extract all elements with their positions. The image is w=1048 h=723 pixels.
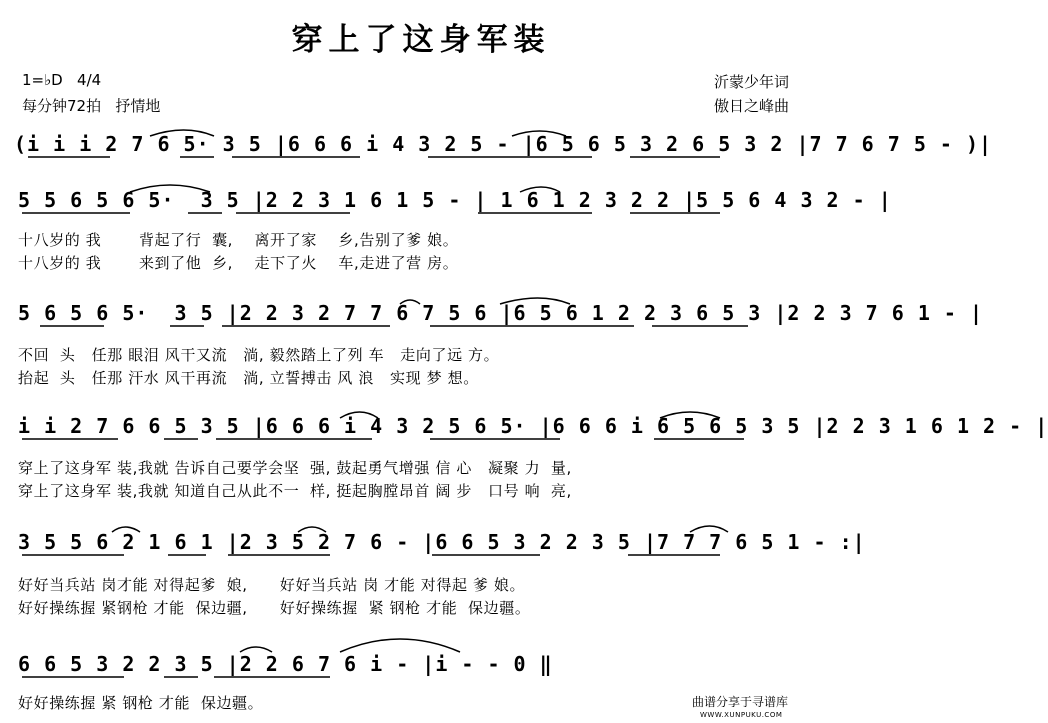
notation-row-5: 3 5 5 6 2 1 6 1 |2 3 5 2 7 6 - |6 6 5 3 2 2 3 5 |7 7 7 6 5 1 - :| <box>18 530 866 554</box>
song-title: 穿上了这身军装 <box>291 22 551 58</box>
composer-credit: 傲日之峰曲 <box>714 97 790 115</box>
lyric-line-3a: 不回 头 任那 眼泪 风干又流 淌, 毅然踏上了列 车 走向了远 方。 <box>18 346 500 364</box>
source-watermark: 曲谱分享于寻谱库 <box>692 695 789 709</box>
notation-row-6: 6 6 5 3 2 2 3 5 |2 2 6 7 6 i - |i - - 0 ‖ <box>18 652 553 676</box>
notation-row-4: i i 2 7 6 6 5 3 5 |6 6 6 i 4 3 2 5 6 5· |6 6 6 i 6 5 6 5 3 5 |2 2 3 1 6 1 2 - | <box>18 414 1048 438</box>
lyric-line-6a: 好好操练握 紧 钢枪 才能 保边疆。 <box>18 694 264 712</box>
lyricist-credit: 沂蒙少年词 <box>714 73 790 91</box>
lyric-line-5b: 好好操练握 紧钢枪 才能 保边疆, 好好操练握 紧 钢枪 才能 保边疆。 <box>18 599 531 617</box>
lyric-line-4b: 穿上了这身军 装,我就 知道自己从此不一 样, 挺起胸膛昂首 阔 步 口号 响 亮, <box>18 482 572 500</box>
lyric-line-4a: 穿上了这身军 装,我就 告诉自己要学会坚 强, 鼓起勇气增强 信 心 凝聚 力 量, <box>18 459 572 477</box>
lyric-line-3b: 抬起 头 任那 汗水 风干再流 淌, 立誓搏击 风 浪 实现 梦 想。 <box>18 369 479 387</box>
notation-row-1: (i i i 2 7 6 5· 3 5 |6 6 6 i 4 3 2 5 - |6 5 6 5 3 2 6 5 3 2 |7 7 6 7 5 - )| <box>14 132 993 156</box>
lyric-line-5a: 好好当兵站 岗才能 对得起爹 娘, 好好当兵站 岗 才能 对得起 爹 娘。 <box>18 576 526 594</box>
notation-row-2: 5 5 6 5 6 5· 3 5 |2 2 3 1 6 1 5 - | 1 6 1 2 3 2 2 |5 5 6 4 3 2 - | <box>18 188 892 212</box>
source-url: WWW.XUNPUKU.COM <box>700 711 783 719</box>
lyric-line-2a: 十八岁的 我 背起了行 囊, 离开了家 乡,告别了爹 娘。 <box>18 231 459 249</box>
notation-row-3: 5 6 5 6 5· 3 5 |2 2 3 2 7 7 6 7 5 6 |6 5 6 1 2 2 3 6 5 3 |2 2 3 7 6 1 - | <box>18 301 984 325</box>
key-time-signature: 1=♭D 4/4 <box>22 71 102 89</box>
tempo-marking: 每分钟72拍 抒情地 <box>22 97 161 115</box>
lyric-line-2b: 十八岁的 我 来到了他 乡, 走下了火 车,走进了营 房。 <box>18 254 459 272</box>
